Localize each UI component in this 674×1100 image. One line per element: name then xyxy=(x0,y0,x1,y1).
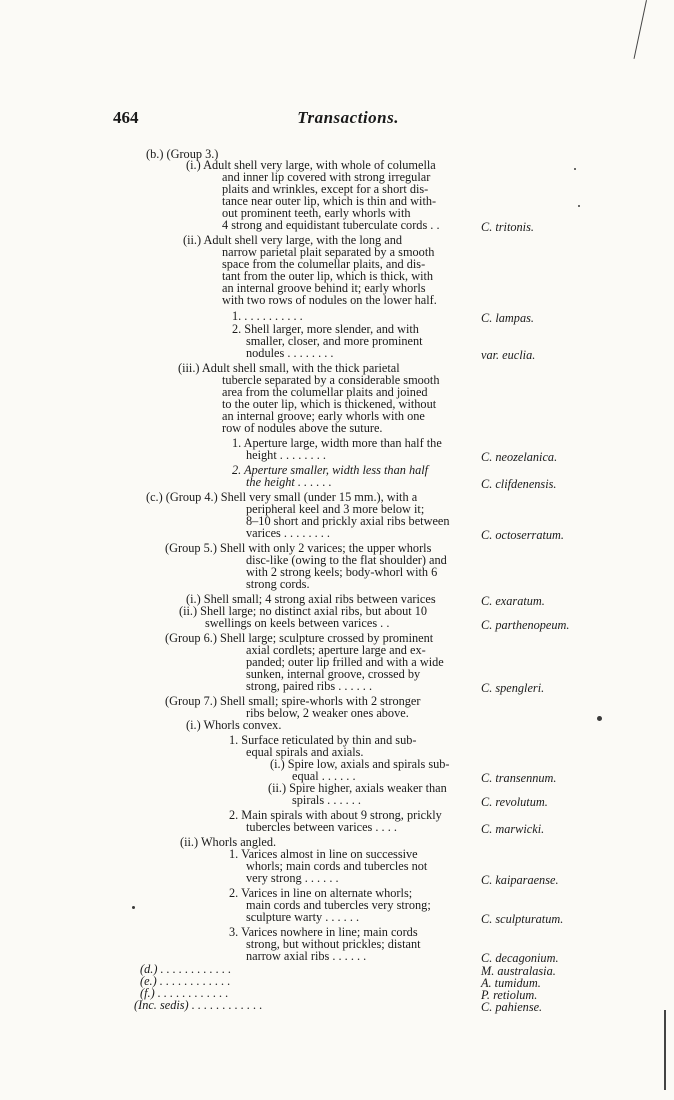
key-line: (c.) (Group 4.) Shell very small (under 15 mm.), with a xyxy=(146,490,418,504)
running-title: Transactions. xyxy=(297,108,399,127)
species-name: C. octoserratum. xyxy=(481,528,565,542)
key-line: (i.) Adult shell very large, with whole of columella xyxy=(186,158,436,172)
key-line: (b.) (Group 3.) xyxy=(146,147,219,161)
scan-speck xyxy=(574,168,576,170)
species-name: M. australasia. xyxy=(481,964,556,978)
key-line: panded; outer lip frilled and with a wide xyxy=(246,655,444,669)
key-line: axial cordlets; aperture large and ex- xyxy=(246,643,426,657)
key-line: 1. Aperture large, width more than half the xyxy=(232,436,442,450)
key-line: with 2 strong keels; body-whorl with 6 xyxy=(246,565,438,579)
species-name: C. kaiparaense. xyxy=(481,873,559,887)
key-line: space from the columellar plaits, and dis- xyxy=(222,257,426,271)
species-name: C. pahiense. xyxy=(481,1000,543,1014)
key-line: (e.) . . . . . . . . . . . . xyxy=(140,974,231,988)
key-line: and inner lip covered with strong irregular xyxy=(222,170,431,184)
key-line: whorls; main cords and tubercles not xyxy=(246,859,428,873)
key-line: (ii.) Spire higher, axials weaker than xyxy=(268,781,447,795)
key-line: sunken, internal groove, crossed by xyxy=(246,667,421,681)
species-name: C. decagonium. xyxy=(481,951,559,965)
key-line: (f.) . . . . . . . . . . . . xyxy=(140,986,229,1000)
key-line: row of nodules above the suture. xyxy=(222,421,383,435)
species-name: C. revolutum. xyxy=(481,795,548,809)
species-name: C. neozelanica. xyxy=(481,450,558,464)
species-name: C. tritonis. xyxy=(481,220,534,234)
key-line: 1. . . . . . . . . . . xyxy=(232,309,303,323)
species-name: C. marwicki. xyxy=(481,822,545,836)
key-line: the height . . . . . . xyxy=(246,475,332,489)
key-line: height . . . . . . . . xyxy=(246,448,326,462)
key-line: main cords and tubercles very strong; xyxy=(246,898,431,912)
key-line: swellings on keels between varices . . xyxy=(205,616,390,630)
key-line: strong cords. xyxy=(246,577,310,591)
key-line: ribs below, 2 weaker ones above. xyxy=(246,706,409,720)
key-line: (ii.) Shell large; no distinct axial ribs, but about 10 xyxy=(179,604,428,618)
key-line: 8–10 short and prickly axial ribs between xyxy=(246,514,450,528)
key-line: (Group 5.) Shell with only 2 varices; the upper whorls xyxy=(165,541,432,555)
species-name: C. sculpturatum. xyxy=(481,912,564,926)
scan-speck xyxy=(132,906,135,909)
key-line: (Group 6.) Shell large; sculpture crossed by prominent xyxy=(165,631,434,645)
key-line: peripheral keel and 3 more below it; xyxy=(246,502,425,516)
key-line: area from the columellar plaits and joined xyxy=(222,385,428,399)
key-line: tant from the outer lip, which is thick, with xyxy=(222,269,434,283)
key-line: with two rows of nodules on the lower half. xyxy=(222,293,437,307)
key-line: smaller, closer, and more prominent xyxy=(246,334,423,348)
key-line: 2. Aperture smaller, width less than half xyxy=(232,463,429,477)
key-line: disc-like (owing to the flat shoulder) and xyxy=(246,553,447,567)
key-line: (d.) . . . . . . . . . . . . xyxy=(140,962,232,976)
page-header xyxy=(113,108,399,130)
species-name: A. tumidum. xyxy=(481,976,541,990)
key-line: plaits and wrinkles, except for a short dis- xyxy=(222,182,429,196)
key-line: strong, but without prickles; distant xyxy=(246,937,421,951)
species-name: C. exaratum. xyxy=(481,594,545,608)
species-name: C. parthenopeum. xyxy=(481,618,570,632)
species-name: C. transennum. xyxy=(481,771,557,785)
key-line: (i.) Spire low, axials and spirals sub- xyxy=(270,757,450,771)
key-line: to the outer lip, which is thickened, without xyxy=(222,397,437,411)
key-line: (ii.) Whorls angled. xyxy=(180,835,277,849)
scan-speck xyxy=(597,716,602,721)
key-line: varices . . . . . . . . xyxy=(246,526,331,540)
page-number: 464 xyxy=(113,108,139,127)
scan-speck xyxy=(578,205,580,207)
key-line: 4 strong and equidistant tuberculate cords . . xyxy=(222,218,440,232)
key-line: 2. Varices in line on alternate whorls; xyxy=(229,886,413,900)
key-line: 2. Shell larger, more slender, and with xyxy=(232,322,419,336)
key-line: narrow parietal plait separated by a smooth xyxy=(222,245,435,259)
key-line: sculpture warty . . . . . . xyxy=(246,910,360,924)
key-line: very strong . . . . . . xyxy=(246,871,339,885)
key-line: (i.) Whorls convex. xyxy=(186,718,282,732)
key-line: nodules . . . . . . . . xyxy=(246,346,334,360)
species-name: C. lampas. xyxy=(481,311,534,325)
key-line: 2. Main spirals with about 9 strong, prickly xyxy=(229,808,442,822)
species-name: P. retiolum. xyxy=(481,988,538,1002)
scan-edge-mark xyxy=(664,1010,666,1090)
key-line: (i.) Shell small; 4 strong axial ribs between varices xyxy=(186,592,436,606)
key-line: 1. Varices almost in line on successive xyxy=(229,847,418,861)
key-line: tance near outer lip, which is thin and with- xyxy=(222,194,437,208)
key-line: spirals . . . . . . xyxy=(292,793,361,807)
species-name: C. clifdenensis. xyxy=(481,477,557,491)
key-line: equal . . . . . . xyxy=(292,769,356,783)
key-line: 3. Varices nowhere in line; main cords xyxy=(229,925,418,939)
key-line: out prominent teeth, early whorls with xyxy=(222,206,411,220)
key-line: (Group 7.) Shell small; spire-whorls with 2 stronger xyxy=(165,694,421,708)
key-line: an internal groove; early whorls with one xyxy=(222,409,425,423)
key-line: narrow axial ribs . . . . . . xyxy=(246,949,367,963)
key-line: strong, paired ribs . . . . . . xyxy=(246,679,373,693)
key-line: equal spirals and axials. xyxy=(246,745,364,759)
key-line: 1. Surface reticulated by thin and sub- xyxy=(229,733,417,747)
key-line: (Inc. sedis) . . . . . . . . . . . . xyxy=(134,998,263,1012)
scan-edge-mark xyxy=(634,0,647,59)
key-line: an internal groove behind it; early whorls xyxy=(222,281,426,295)
species-name: C. spengleri. xyxy=(481,681,545,695)
key-line: tubercle separated by a considerable smooth xyxy=(222,373,440,387)
species-name: var. euclia. xyxy=(481,348,536,362)
key-line: tubercles between varices . . . . xyxy=(246,820,397,834)
key-line: (ii.) Adult shell very large, with the long and xyxy=(183,233,403,247)
key-line: (iii.) Adult shell small, with the thick parietal xyxy=(178,361,400,375)
